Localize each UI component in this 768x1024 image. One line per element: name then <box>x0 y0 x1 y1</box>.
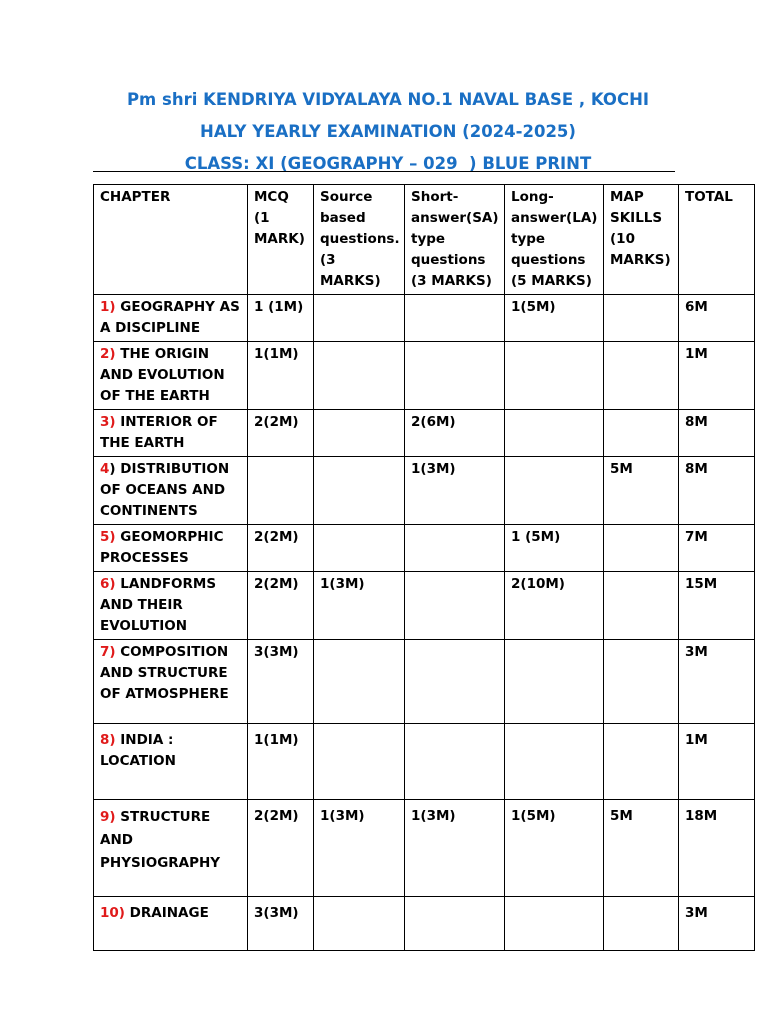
mcq-cell <box>248 457 314 525</box>
chapter-number: 9) <box>100 809 116 825</box>
map-cell <box>604 724 679 800</box>
table-row <box>94 525 755 572</box>
map-cell <box>604 342 679 410</box>
source-cell <box>314 295 405 342</box>
la-cell <box>505 410 604 457</box>
total-cell: 7M <box>679 525 755 572</box>
chapter-number: 1) <box>100 299 116 315</box>
column-header-mcq: MCQ (1 MARK) <box>248 185 314 295</box>
table-header-row <box>94 185 755 295</box>
map-cell: 5M <box>604 457 679 525</box>
chapter-title: LANDFORMS AND THEIR EVOLUTION <box>100 576 217 634</box>
chapter-title: INDIA : LOCATION <box>100 732 176 769</box>
sa-cell <box>405 640 505 724</box>
sa-cell <box>405 572 505 640</box>
chapter-number: 4 <box>100 461 110 477</box>
la-cell <box>505 640 604 724</box>
chapter-title: DRAINAGE <box>124 905 209 921</box>
school-name: Pm shri KENDRIYA VIDYALAYA NO.1 NAVAL BASE , KOCHI <box>126 90 650 109</box>
chapter-number: 5) <box>100 529 116 545</box>
la-cell <box>505 897 604 951</box>
mcq-cell: 2(2M) <box>248 525 314 572</box>
la-cell: 1(5M) <box>505 800 604 897</box>
la-cell <box>505 457 604 525</box>
sa-cell: 2(6M) <box>405 410 505 457</box>
table-row <box>94 724 755 800</box>
table-row <box>94 800 755 897</box>
source-cell <box>314 457 405 525</box>
chapter-cell <box>94 525 248 572</box>
chapter-cell <box>94 295 248 342</box>
blueprint-table <box>93 184 755 951</box>
chapter-title: GEOGRAPHY AS A DISCIPLINE <box>100 299 240 336</box>
chapter-number: 2) <box>100 346 116 362</box>
sa-cell <box>405 724 505 800</box>
map-cell <box>604 410 679 457</box>
chapter-cell <box>94 572 248 640</box>
chapter-number: 8) <box>100 732 116 748</box>
la-cell <box>505 342 604 410</box>
source-cell: 1(3M) <box>314 572 405 640</box>
column-header-source: Source based questions.(3 MARKS) <box>314 185 405 295</box>
source-cell <box>314 342 405 410</box>
class-line: CLASS: XI (GEOGRAPHY – 029 ) BLUE PRINT <box>184 154 592 173</box>
table-row <box>94 457 755 525</box>
source-cell <box>314 897 405 951</box>
chapter-number: 3) <box>100 414 116 430</box>
chapter-cell <box>94 410 248 457</box>
chapter-cell <box>94 640 248 724</box>
total-cell: 15M <box>679 572 755 640</box>
sa-cell: 1(3M) <box>405 800 505 897</box>
table-row <box>94 410 755 457</box>
mcq-cell: 3(3M) <box>248 897 314 951</box>
source-cell <box>314 525 405 572</box>
la-cell: 1 (5M) <box>505 525 604 572</box>
sa-cell: 1(3M) <box>405 457 505 525</box>
mcq-cell: 2(2M) <box>248 800 314 897</box>
header-underline <box>93 171 675 172</box>
column-header-map: MAP SKILLS (10 MARKS) <box>604 185 679 295</box>
chapter-title: THE ORIGIN AND EVOLUTION OF THE EARTH <box>100 346 225 404</box>
total-cell: 3M <box>679 897 755 951</box>
map-cell: 5M <box>604 800 679 897</box>
chapter-number: 6) <box>100 576 116 592</box>
mcq-cell: 2(2M) <box>248 572 314 640</box>
total-cell: 1M <box>679 342 755 410</box>
mcq-cell: 1(1M) <box>248 724 314 800</box>
mcq-cell: 1(1M) <box>248 342 314 410</box>
column-header-la: Long-answer(LA) type questions (5 MARKS) <box>505 185 604 295</box>
map-cell <box>604 295 679 342</box>
column-header-chapter: CHAPTER <box>94 185 248 295</box>
sa-cell <box>405 295 505 342</box>
chapter-cell <box>94 724 248 800</box>
table-row <box>94 342 755 410</box>
la-cell: 1(5M) <box>505 295 604 342</box>
map-cell <box>604 572 679 640</box>
table-row <box>94 572 755 640</box>
total-cell: 6M <box>679 295 755 342</box>
column-header-sa: Short-answer(SA) type questions (3 MARKS) <box>405 185 505 295</box>
chapter-number: 7) <box>100 644 116 660</box>
total-cell: 1M <box>679 724 755 800</box>
sa-cell <box>405 342 505 410</box>
column-header-total: TOTAL <box>679 185 755 295</box>
table-row <box>94 897 755 951</box>
chapter-title: COMPOSITION AND STRUCTURE OF ATMOSPHERE <box>100 644 229 702</box>
chapter-cell <box>94 897 248 951</box>
chapter-cell <box>94 800 248 897</box>
total-cell: 18M <box>679 800 755 897</box>
la-cell: 2(10M) <box>505 572 604 640</box>
sa-cell <box>405 525 505 572</box>
total-cell: 8M <box>679 410 755 457</box>
total-cell: 8M <box>679 457 755 525</box>
source-cell <box>314 640 405 724</box>
source-cell: 1(3M) <box>314 800 405 897</box>
map-cell <box>604 897 679 951</box>
chapter-number: 10) <box>100 905 125 921</box>
chapter-title: ) DISTRIBUTION OF OCEANS AND CONTINENTS <box>100 461 230 519</box>
table-row <box>94 295 755 342</box>
map-cell <box>604 525 679 572</box>
source-cell <box>314 724 405 800</box>
total-cell: 3M <box>679 640 755 724</box>
document-header <box>0 84 768 180</box>
chapter-title: STRUCTURE AND PHYSIOGRAPHY <box>100 809 221 871</box>
mcq-cell: 1 (1M) <box>248 295 314 342</box>
map-cell <box>604 640 679 724</box>
chapter-title: GEOMORPHIC PROCESSES <box>100 529 224 566</box>
mcq-cell: 3(3M) <box>248 640 314 724</box>
sa-cell <box>405 897 505 951</box>
exam-title: HALY YEARLY EXAMINATION (2024-2025) <box>200 122 576 141</box>
chapter-cell <box>94 457 248 525</box>
la-cell <box>505 724 604 800</box>
chapter-title: INTERIOR OF THE EARTH <box>100 414 218 451</box>
mcq-cell: 2(2M) <box>248 410 314 457</box>
source-cell <box>314 410 405 457</box>
chapter-cell <box>94 342 248 410</box>
table-row <box>94 640 755 724</box>
